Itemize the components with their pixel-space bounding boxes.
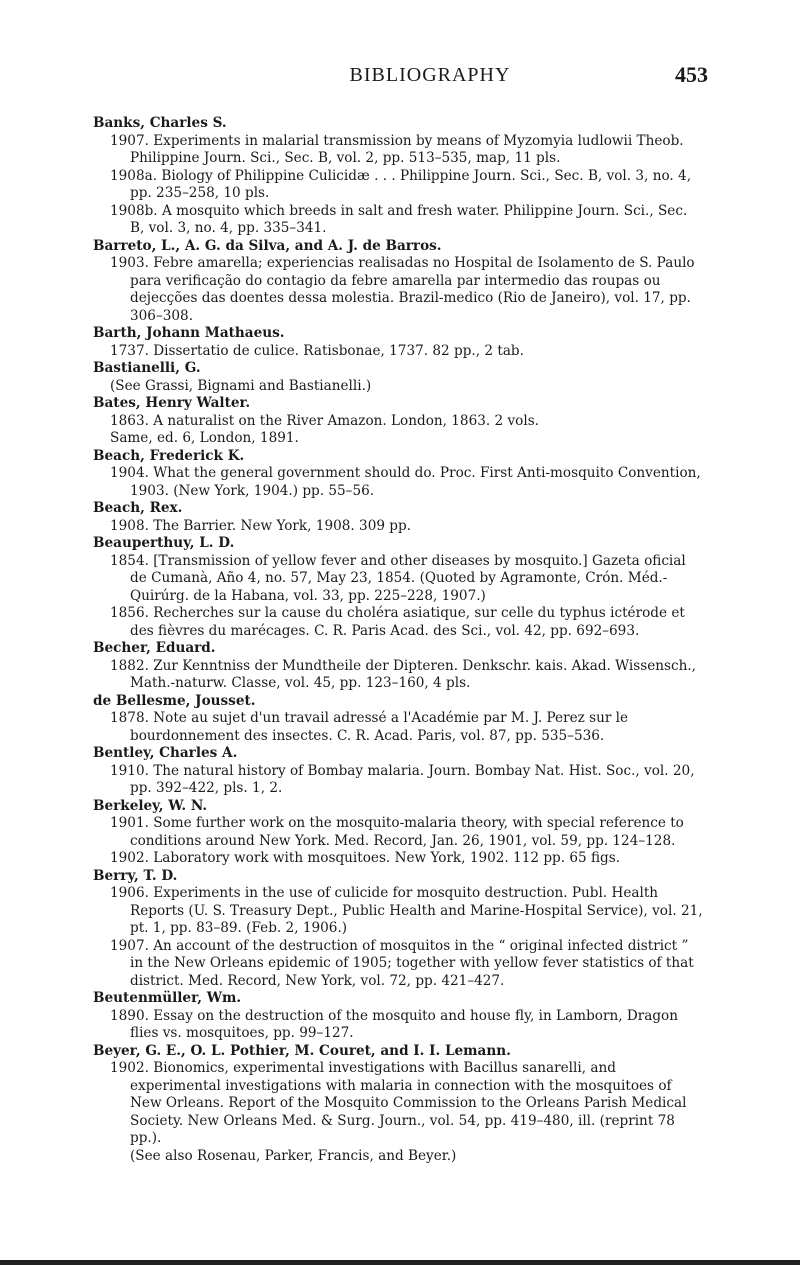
entry-work: 1907. Experiments in malarial transmission by means of Myzomyia ludlowii Theob. Philippine Journ. Sci., Sec. B, vol. 2, pp. 513–535, map, 11 pls. xyxy=(110,132,684,166)
page-header xyxy=(0,64,800,94)
entry-author: Berkeley, W. N. xyxy=(93,797,208,814)
entry-work: 1908a. Biology of Philippine Culicidæ . . . Philippine Journ. Sci., Sec. B, vol. 3, no. 4, pp. 235–258, 10 pls. xyxy=(110,167,692,201)
bibliography-entries xyxy=(93,115,705,1165)
bibliography-entry xyxy=(93,868,705,991)
bibliography-entry xyxy=(93,1043,705,1166)
entry-work: 1901. Some further work on the mosquito-malaria theory, with special reference to conditions around New York. Med. Record, Jan. 26, 1901, vol. 59, pp. 124–128. xyxy=(110,815,684,849)
entry-author: Beach, Frederick K. xyxy=(93,447,245,464)
entry-work: 1910. The natural history of Bombay malaria. Journ. Bombay Nat. Hist. Soc., vol. 20, pp. 392–422, pls. 1, 2. xyxy=(110,762,695,796)
entry-work: 1902. Bionomics, experimental investigations with Bacillus sanarelli, and experimental investigations with malaria in connection with the mosquitoes of New Orleans. Report of the Mosquito Commission to the Orleans Parish Medical Society. New Orleans Med. & Surg. Journ., vol. 54, pp. 419–480, ill. (reprint 78 pp.). xyxy=(110,1060,687,1146)
bibliography-entry xyxy=(93,693,705,746)
running-title: BIBLIOGRAPHY xyxy=(349,64,511,86)
bibliography-entry xyxy=(93,990,705,1043)
entry-work: 1890. Essay on the destruction of the mosquito and house fly, in Lamborn, Dragon flies vs. mosquitoes, pp. 99–127. xyxy=(110,1007,678,1041)
entry-work: 1737. Dissertatio de culice. Ratisbonae, 1737. 82 pp., 2 tab. xyxy=(110,342,524,359)
bibliography-entry xyxy=(93,115,705,238)
bibliography-entry xyxy=(93,745,705,798)
entry-author: Beyer, G. E., O. L. Pothier, M. Couret, and I. I. Lemann. xyxy=(93,1042,511,1059)
bibliography-entry xyxy=(93,640,705,693)
bibliography-entry xyxy=(93,395,705,448)
entry-author: Becher, Eduard. xyxy=(93,640,216,656)
bibliography-entry xyxy=(93,238,705,326)
entry-author: Beauperthuy, L. D. xyxy=(93,535,235,551)
bibliography-entry xyxy=(93,798,705,868)
entry-author: Beach, Rex. xyxy=(93,500,183,516)
entry-author: Banks, Charles S. xyxy=(93,115,227,131)
bibliography-entry xyxy=(93,535,705,640)
entry-work: 1882. Zur Kenntniss der Mundtheile der Dipteren. Denkschr. kais. Akad. Wissensch., Math.-naturw. Classe, vol. 45, pp. 123–160, 4 pls. xyxy=(110,657,696,691)
entry-work: 1854. [Transmission of yellow fever and other diseases by mosquito.] Gazeta oficial de Cumanà, Año 4, no. 57, May 23, 1854. (Quoted by Agramonte, Crón. Méd.-Quirúrg. de la Habana, vol. 33, pp. 225–228, 1907.) xyxy=(110,552,686,604)
entry-work: 1856. Recherches sur la cause du choléra asiatique, sur celle du typhus ictérode et des fièvres du marécages. C. R. Paris Acad. des Sci., vol. 42, pp. 692–693. xyxy=(110,605,685,639)
entry-author: Bentley, Charles A. xyxy=(93,745,238,761)
entry-work: 1906. Experiments in the use of culicide for mosquito destruction. Publ. Health Reports (U. S. Treasury Dept., Public Health and Marine-Hospital Service), vol. 21, pt. 1, pp. 83–89. (Feb. 2, 1906.) xyxy=(110,885,703,936)
page-number: 453 xyxy=(675,62,708,87)
entry-author: Berry, T. D. xyxy=(93,867,178,884)
entry-work: 1904. What the general government should do. Proc. First Anti-mosquito Convention, 1903. (New York, 1904.) pp. 55–56. xyxy=(110,465,701,499)
entry-author: Bates, Henry Walter. xyxy=(93,395,251,411)
entry-author: de Bellesme, Jousset. xyxy=(93,692,256,709)
entry-author: Bastianelli, G. xyxy=(93,360,201,376)
entry-work: 1903. Febre amarella; experiencias realisadas no Hospital de Isolamento de S. Paulo para verificação do contagio da febre amarella par intermedio das roupas ou dejecções das doentes dessa molestia. Brazil-medico (Rio de Janeiro), vol. 17, pp. 306–308. xyxy=(110,255,695,324)
entry-work: (See Grassi, Bignami and Bastianelli.) xyxy=(110,377,372,394)
bibliography-entry xyxy=(93,448,705,501)
entry-work: 1907. An account of the destruction of mosquitos in the “ original infected district ” in the New Orleans epidemic of 1905; together with yellow fever statistics of that district. Med. Record, New York, vol. 72, pp. 421–427. xyxy=(110,937,694,989)
entry-work: Same, ed. 6, London, 1891. xyxy=(110,430,299,446)
entry-work: 1908. The Barrier. New York, 1908. 309 pp. xyxy=(110,517,412,534)
page-edge-shadow xyxy=(0,1260,800,1265)
entry-author: Beutenmüller, Wm. xyxy=(93,990,242,1006)
bibliography-entry xyxy=(93,325,705,360)
entry-note: (See also Rosenau, Parker, Francis, and Beyer.) xyxy=(130,1147,457,1164)
entry-author: Barth, Johann Mathaeus. xyxy=(93,325,285,341)
bibliography-entry xyxy=(93,360,705,395)
entry-work: 1863. A naturalist on the River Amazon. London, 1863. 2 vols. xyxy=(110,412,539,429)
entry-author: Barreto, L., A. G. da Silva, and A. J. de Barros. xyxy=(93,237,442,254)
entry-work: 1878. Note au sujet d'un travail adressé a l'Académie par M. J. Perez sur le bourdonnement des insectes. C. R. Acad. Paris, vol. 87, pp. 535–536. xyxy=(110,710,629,744)
bibliography-entry xyxy=(93,500,705,535)
entry-work: 1902. Laboratory work with mosquitoes. New York, 1902. 112 pp. 65 figs. xyxy=(110,850,621,866)
entry-work: 1908b. A mosquito which breeds in salt and fresh water. Philippine Journ. Sci., Sec. B, vol. 3, no. 4, pp. 335–341. xyxy=(110,202,688,236)
